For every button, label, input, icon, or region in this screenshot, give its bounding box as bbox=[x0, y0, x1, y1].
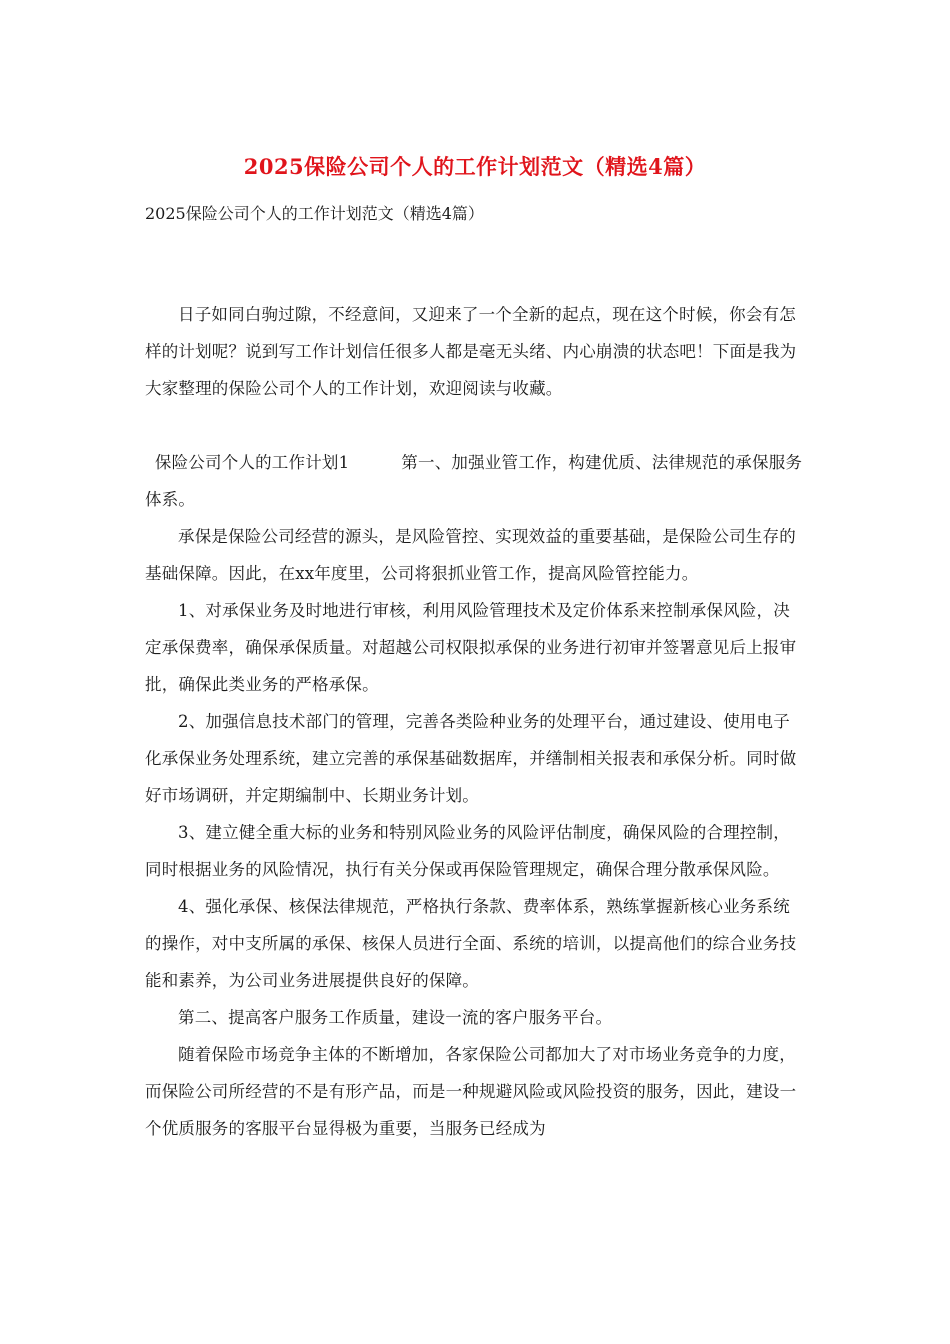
plan-label: 保险公司个人的工作计划1 bbox=[154, 453, 350, 472]
body-paragraph: 2、加强信息技术部门的管理，完善各类险种业务的处理平台，通过建设、使用电子化承保业务处理系统，建立完善的承保基础数据库，并缮制相关报表和承保分析。同时做好市场调研，并定期编制中、长期业务计划。 bbox=[145, 712, 797, 805]
body-paragraph: 1、对承保业务及时地进行审核，利用风险管理技术及定价体系来控制承保风险，决定承保费率，确保承保质量。对超越公司权限拟承保的业务进行初审并签署意见后上报审批，确保此类业务的严格承保。 bbox=[145, 601, 797, 694]
document-subtitle: 2025保险公司个人的工作计划范文（精选4篇） bbox=[145, 204, 484, 223]
body-paragraph: 随着保险市场竞争主体的不断增加，各家保险公司都加大了对市场业务竞争的力度，而保险公司所经营的不是有形产品，而是一种规避风险或风险投资的服务，因此，建设一个优质服务的客服平台显得极为重要，当服务已经成为 bbox=[145, 1045, 797, 1138]
document-body bbox=[145, 296, 805, 1147]
body-paragraph: 3、建立健全重大标的业务和特别风险业务的风险评估制度，确保风险的合理控制，同时根据业务的风险情况，执行有关分保或再保险管理规定，确保合理分散承保风险。 bbox=[145, 823, 790, 879]
intro-paragraph: 日子如同白驹过隙，不经意间，又迎来了一个全新的起点，现在这个时候，你会有怎样的计划呢？说到写工作计划信任很多人都是毫无头绪、内心崩溃的状态吧！下面是我为大家整理的保险公司个人的工作计划，欢迎阅读与收藏。 bbox=[145, 305, 797, 398]
plan-heading bbox=[145, 444, 805, 518]
document-title: 2025保险公司个人的工作计划范文（精选4篇） bbox=[243, 154, 707, 179]
plan-section-heading: 第一、加强业管工作，构建优质、法律规范的承保服务体系。 bbox=[145, 453, 803, 509]
body-paragraph: 4、强化承保、核保法律规范，严格执行条款、费率体系，熟练掌握新核心业务系统的操作，对中支所属的承保、核保人员进行全面、系统的培训，以提高他们的综合业务技能和素养，为公司业务进展提供良好的保障。 bbox=[145, 897, 797, 990]
body-paragraph: 承保是保险公司经营的源头，是风险管控、实现效益的重要基础，是保险公司生存的基础保障。因此，在xx年度里，公司将狠抓业管工作，提高风险管控能力。 bbox=[145, 527, 796, 583]
section-heading: 第二、提高客户服务工作质量，建设一流的客户服务平台。 bbox=[178, 1008, 613, 1027]
